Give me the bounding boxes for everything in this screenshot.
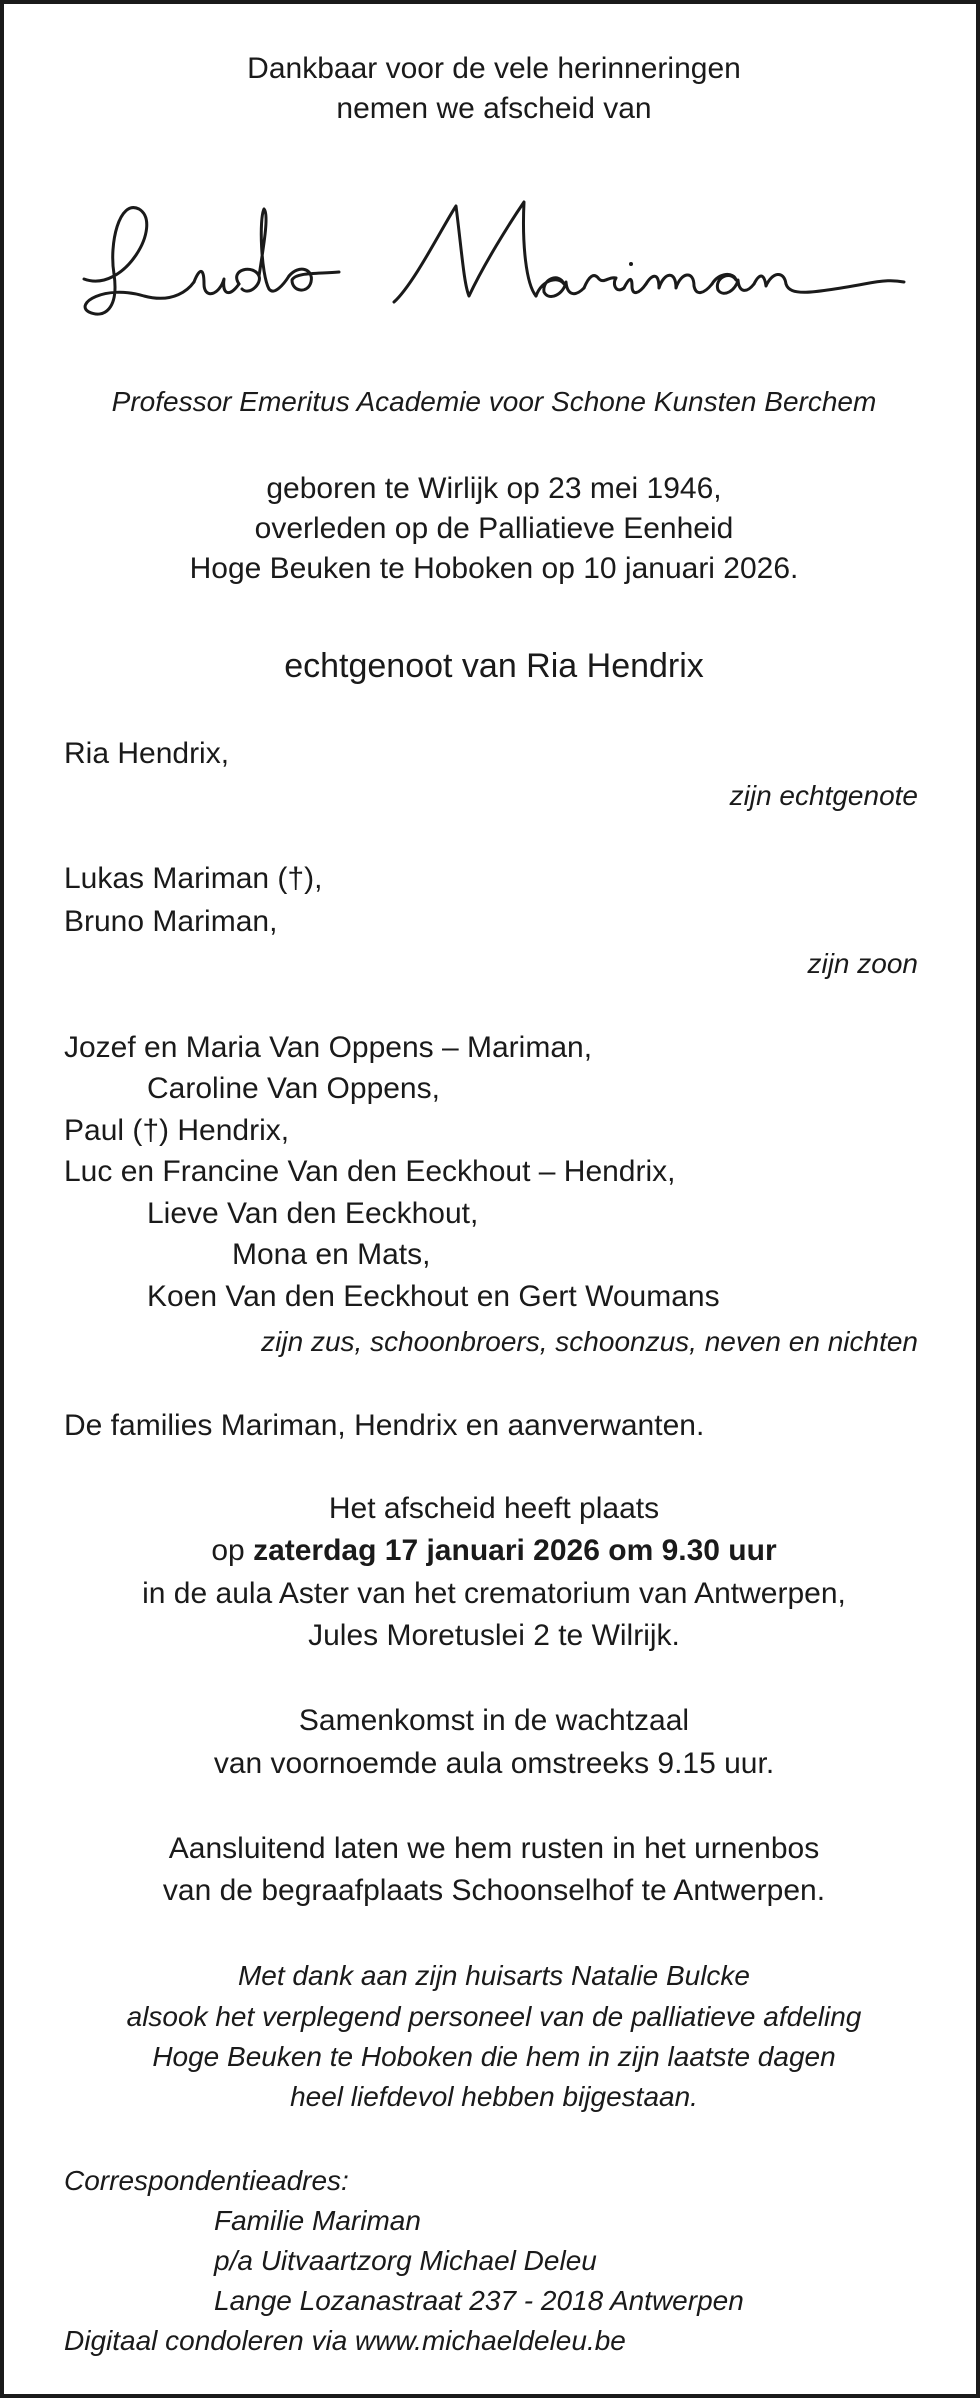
ceremony-date: zaterdag 17 januari 2026 om 9.30 uur bbox=[253, 1534, 777, 1567]
correspondence-line-1: Familie Mariman bbox=[214, 2205, 421, 2236]
ceremony-prefix: op bbox=[211, 1534, 254, 1567]
ceremony-line-1: Het afscheid heeft plaats bbox=[328, 1492, 660, 1525]
professional-title: Professor Emeritus Academie voor Schone Kunsten Berchem bbox=[111, 386, 877, 417]
burial-line-1: Aansluitend laten we hem rusten in het urnenbos bbox=[168, 1832, 820, 1865]
life-line-2: overleden op de Palliatieve Eenheid bbox=[254, 512, 734, 545]
gathering-line-1: Samenkomst in de wachtzaal bbox=[298, 1704, 690, 1737]
life-line-1: geboren te Wirlijk op 23 mei 1946, bbox=[266, 472, 722, 505]
ceremony-line-4: Jules Moretuslei 2 te Wilrijk. bbox=[308, 1619, 680, 1652]
life-line-3: Hoge Beuken te Hoboken op 10 januari 2026. bbox=[189, 552, 799, 585]
relative-4: Luc en Francine Van den Eeckhout – Hendrix, bbox=[64, 1155, 676, 1188]
deceased-name-text: Ludo Mariman bbox=[64, 184, 71, 185]
relative-7: Koen Van den Eeckhout en Gert Woumans bbox=[147, 1280, 720, 1313]
relative-2: Caroline Van Oppens, bbox=[147, 1072, 440, 1105]
relative-6: Mona en Mats, bbox=[232, 1238, 431, 1271]
thanks-line-3: Hoge Beuken te Hoboken die hem in zijn laatste dagen bbox=[152, 2041, 836, 2072]
gathering-line-2: van voornoemde aula omstreeks 9.15 uur. bbox=[213, 1747, 775, 1780]
correspondence-label: Correspondentieadres: bbox=[64, 2165, 349, 2196]
sons-relation: zijn zoon bbox=[807, 948, 918, 979]
relative-3: Paul (†) Hendrix, bbox=[64, 1114, 290, 1147]
thanks-line-2: alsook het verplegend personeel van de palliatieve afdeling bbox=[126, 2001, 862, 2032]
relative-5: Lieve Van den Eeckhout, bbox=[147, 1197, 479, 1230]
intro-line-1: Dankbaar voor de vele herinneringen bbox=[247, 52, 741, 85]
spouse-line: echtgenoot van Ria Hendrix bbox=[284, 647, 704, 685]
son-2: Bruno Mariman, bbox=[64, 905, 278, 938]
ceremony-line-3: in de aula Aster van het crematorium van Antwerpen, bbox=[142, 1577, 846, 1610]
thanks-line-4: heel liefdevol hebben bijgestaan. bbox=[290, 2081, 698, 2112]
online-condolence: Digitaal condoleren via www.michaeldeleu.be bbox=[64, 2325, 626, 2356]
spouse-relation: zijn echtgenote bbox=[729, 780, 918, 811]
correspondence-line-2: p/a Uitvaartzorg Michael Deleu bbox=[214, 2245, 597, 2276]
correspondence-line-3: Lange Lozanastraat 237 - 2018 Antwerpen bbox=[214, 2285, 744, 2316]
relatives-relation: zijn zus, schoonbroers, schoonzus, neven en nichten bbox=[261, 1326, 918, 1357]
relative-1: Jozef en Maria Van Oppens – Mariman, bbox=[64, 1031, 593, 1064]
families-line: De families Mariman, Hendrix en aanverwanten. bbox=[64, 1409, 705, 1442]
intro-line-2: nemen we afscheid van bbox=[336, 92, 652, 125]
ceremony-line-2 bbox=[4, 1531, 980, 1571]
son-1: Lukas Mariman (†), bbox=[64, 862, 323, 895]
deceased-name-signature bbox=[64, 184, 924, 334]
burial-line-2: van de begraafplaats Schoonselhof te Antwerpen. bbox=[162, 1874, 826, 1907]
spouse-name: Ria Hendrix, bbox=[64, 737, 230, 770]
thanks-line-1: Met dank aan zijn huisarts Natalie Bulcke bbox=[237, 1960, 751, 1991]
